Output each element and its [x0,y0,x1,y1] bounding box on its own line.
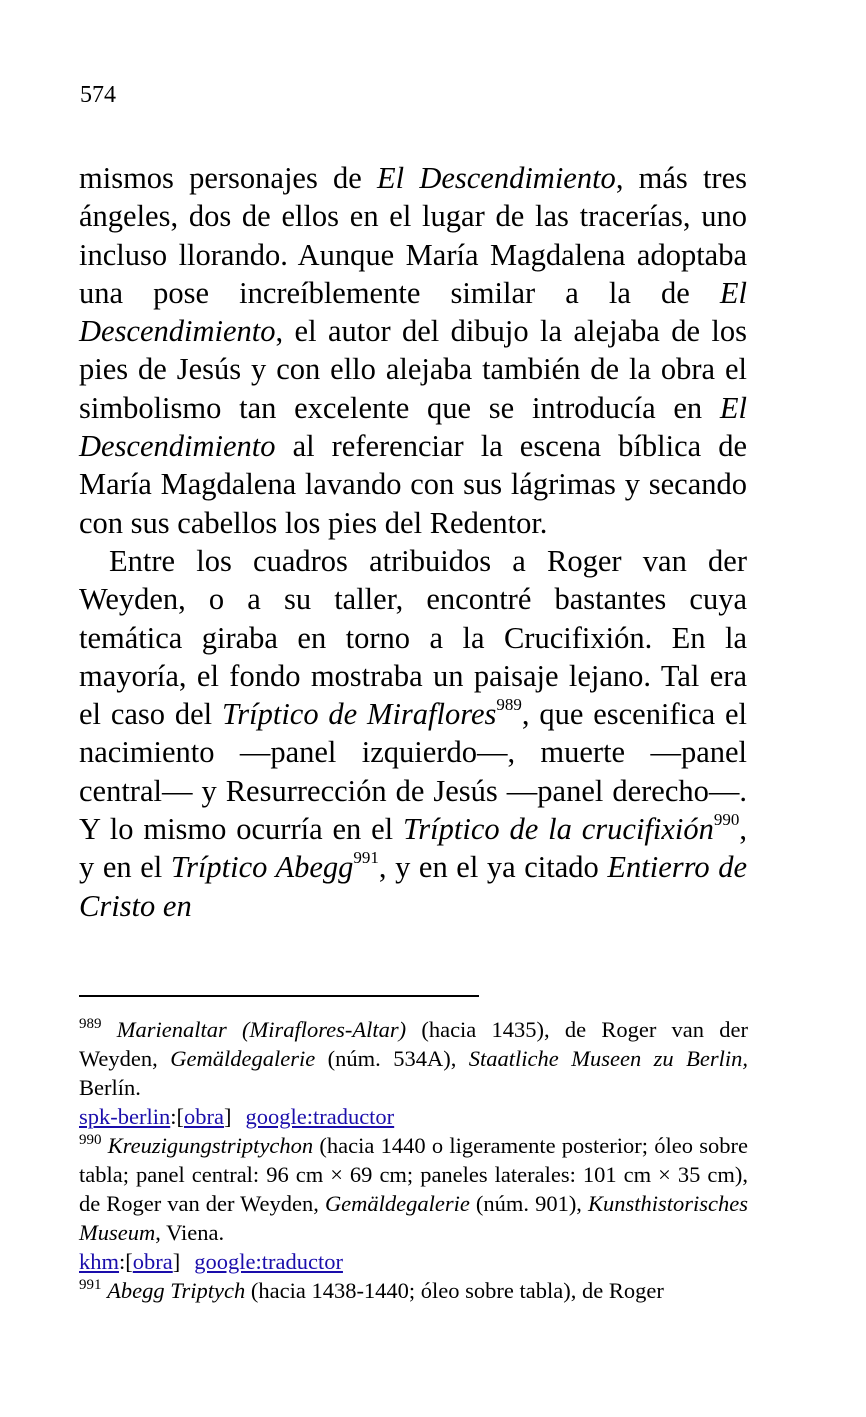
text-run: , Viena. [155,1220,225,1245]
museum-name: Kunsthistorisches Museum [79,1191,748,1245]
footnote-ref-990: 990 [713,810,740,830]
text-run: (núm. 534A), [315,1046,469,1071]
footnote-990 [79,1131,748,1247]
museum-name: Gemäldegalerie [170,1046,316,1071]
source-link[interactable]: khm [79,1249,120,1274]
footnote-990-links [79,1247,748,1276]
work-title: Tríptico de la crucifixión [403,812,714,847]
work-title: Entierro de Cristo en [79,850,747,923]
work-title: El Descendimiento [79,275,747,349]
work-title: El Descendimiento [79,390,747,464]
text-run: al referenciar la escena bíblica de María Magdalena lavando con sus lágrimas y secando con sus cabellos los pies del Redentor. [79,429,747,540]
work-title: El Descendimiento [377,161,616,195]
footnote-991 [79,1276,748,1305]
footnote-989 [79,1015,748,1102]
work-link[interactable]: obra [183,1104,224,1129]
paragraph-2 [79,542,747,925]
footnote-989-links [79,1102,748,1131]
museum-name: Staatliche Museen zu Berlin, [468,1046,748,1071]
text-run: Berlín. [79,1075,141,1100]
text-run: , el autor del dibujo la alejaba de los pies de Jesús y con ello alejaba también de la obra el simbolismo tan excelente que se introducía en [79,314,747,425]
link-separator: ] [172,1249,181,1274]
translate-link[interactable]: google:traductor [245,1104,395,1129]
text-run: , que escenifica el nacimiento —panel izquierdo—, muerte —panel central— y Resurrección de Jesús —panel derecho—. Y lo mismo ocurría en el [79,697,747,847]
link-separator: :[ [170,1104,184,1129]
work-title: Tríptico Abegg [170,850,354,885]
footnote-number: 990 [79,1132,102,1148]
link-separator: :[ [119,1249,133,1274]
footnote-number: 989 [79,1016,102,1032]
body-text [79,159,747,925]
link-separator: ] [223,1104,232,1129]
work-title: Kreuzigungstriptychon [107,1133,314,1158]
page-number: 574 [80,82,116,108]
footnotes [79,1015,748,1305]
work-title: Abegg Triptych [107,1278,246,1303]
footnote-separator [79,995,479,997]
text-run: , y en el [79,812,748,885]
text-run: (núm. 901), [469,1191,588,1216]
work-link[interactable]: obra [132,1249,173,1274]
source-link[interactable]: spk-berlin [79,1104,171,1129]
translate-link[interactable]: google:traductor [194,1249,343,1274]
text-run: , y en el ya citado [378,850,608,885]
work-title: Tríptico de Miraflores [221,697,497,732]
museum-name: Gemäldegalerie [324,1191,470,1216]
text-run: , más tres ángeles, dos de ellos en el lugar de las tracerías, uno incluso llorando. Aunque María Magdalena adoptaba una pose increíblemente similar a la de [79,161,747,310]
text-run: (hacia 1440 o ligeramente posterior; óleo sobre tabla; panel central: 96 cm × 69 cm; paneles laterales: 101 cm × 35 cm), de Roger van der Weyden, [79,1133,748,1216]
footnote-ref-989: 989 [496,695,522,715]
text-run: Entre los cuadros atribuidos a Roger van der Weyden, o a su taller, encontré bastantes cuya temática giraba en torno a la Crucifixión. En la mayoría, el fondo mostraba un paisaje lejano. Tal era el caso del [79,543,747,732]
work-title: Marienaltar (Miraflores-Altar) [116,1017,407,1042]
text-run: mismos personajes de [79,161,378,195]
footnote-ref-991: 991 [353,848,379,868]
footnote-number: 991 [79,1277,102,1293]
text-run: (hacia 1435), de Roger van der Weyden, [79,1017,748,1071]
text-run: (hacia 1438-1440; óleo sobre tabla), de Roger [245,1278,664,1303]
paragraph-1 [79,159,747,542]
